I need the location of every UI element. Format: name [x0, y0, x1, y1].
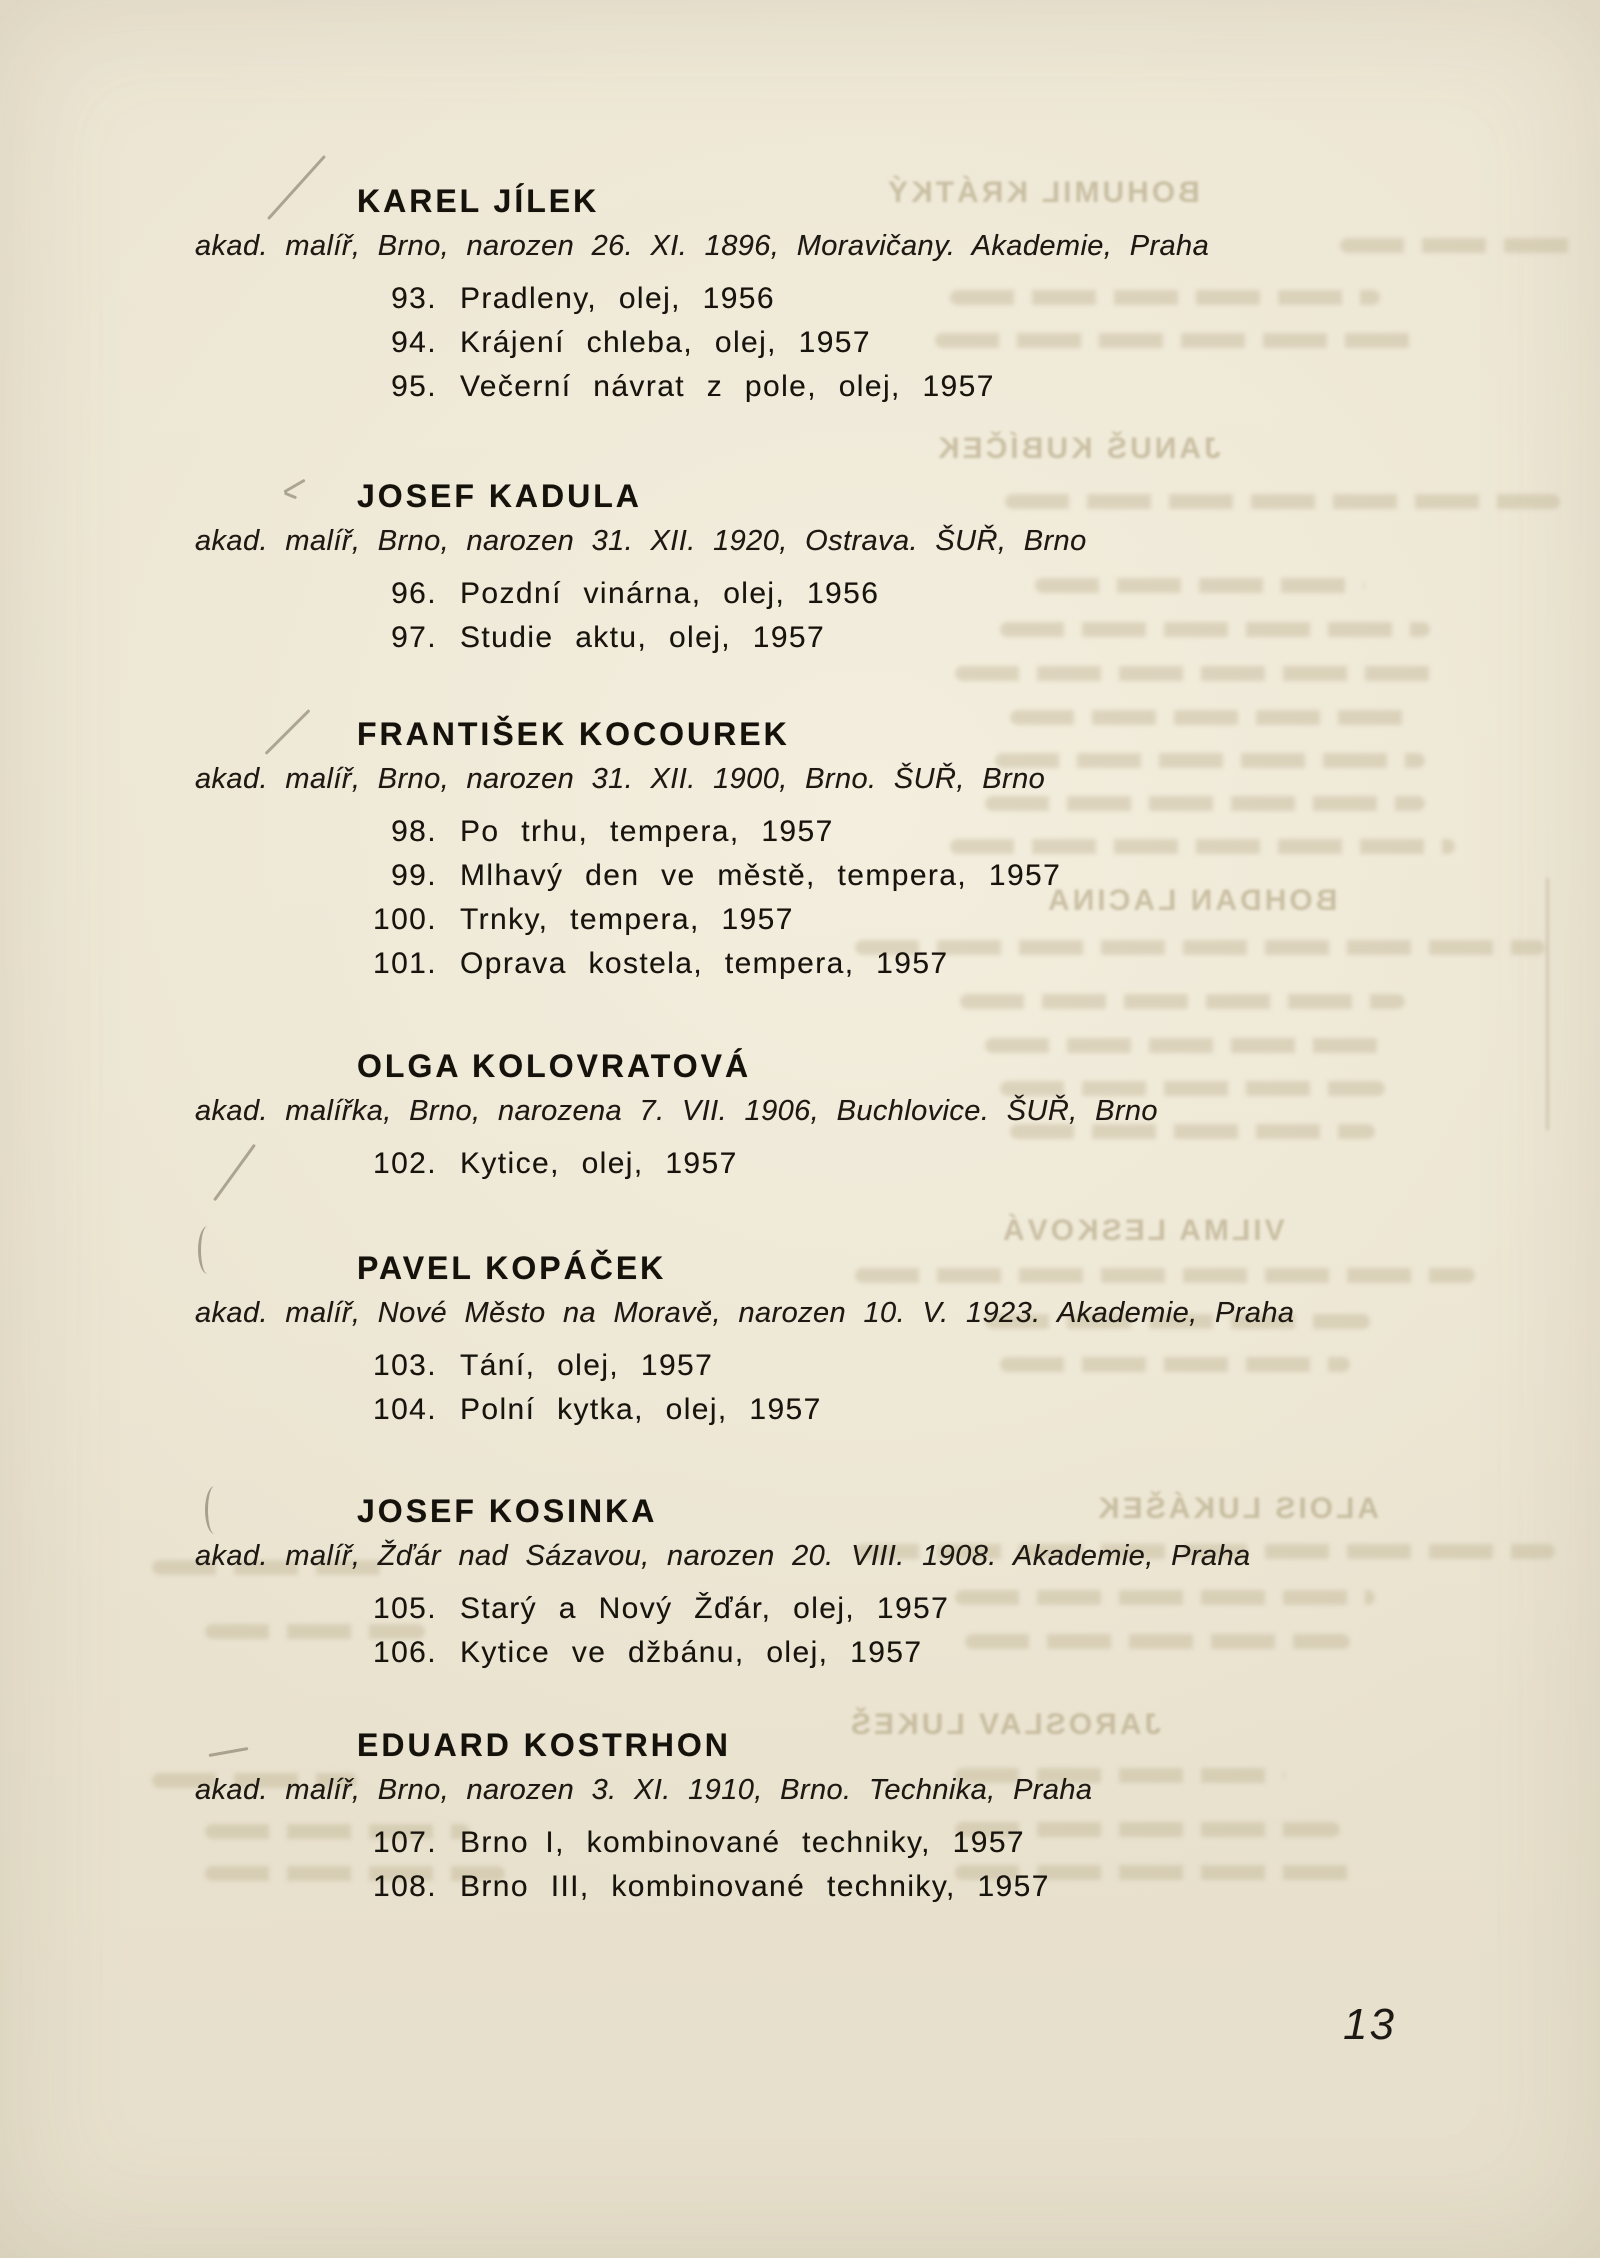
bleedthrough-heading: VILMA LESKOVÁ	[1000, 1214, 1285, 1247]
page-number: 13	[1343, 2000, 1396, 2049]
work-item	[340, 621, 879, 665]
work-item	[340, 282, 995, 326]
work-number: 101.	[373, 947, 437, 980]
work-number: 103.	[373, 1349, 437, 1382]
work-number: 98.	[391, 815, 437, 848]
work-title: Pozdní vinárna, olej, 1956	[460, 577, 880, 610]
work-item	[340, 815, 1061, 859]
artist-bio: akad. malíř, Nové Město na Moravě, narozen 10. V. 1923. Akademie, Praha	[195, 1297, 1295, 1329]
artist-name: PAVEL KOPÁČEK	[357, 1250, 667, 1286]
work-item	[340, 577, 879, 621]
works-list	[340, 1147, 738, 1191]
artist-name: EDUARD KOSTRHON	[357, 1727, 731, 1763]
works-list	[340, 1349, 822, 1437]
work-item	[340, 1393, 822, 1437]
bleedthrough-heading: BOHUMIL KRÁTKÝ	[885, 176, 1200, 209]
work-title: Kytice ve džbánu, olej, 1957	[460, 1636, 923, 1669]
works-list	[340, 577, 879, 665]
artist-bio: akad. malířka, Brno, narozena 7. VII. 1906, Buchlovice. ŠUŘ, Brno	[195, 1095, 1158, 1127]
work-item	[340, 859, 1061, 903]
work-number: 93.	[391, 282, 437, 315]
artist-bio: akad. malíř, Brno, narozen 31. XII. 1900, Brno. ŠUŘ, Brno	[195, 763, 1046, 795]
work-number: 106.	[373, 1636, 437, 1669]
works-list	[340, 1826, 1050, 1914]
work-number: 104.	[373, 1393, 437, 1426]
work-title: Krájení chleba, olej, 1957	[460, 326, 871, 359]
artist-bio: akad. malíř, Žďár nad Sázavou, narozen 20. VIII. 1908. Akademie, Praha	[195, 1540, 1251, 1572]
bleedthrough-heading: ALOIS LUKÁŠEK	[1095, 1492, 1380, 1525]
works-list	[340, 282, 995, 414]
work-title: Starý a Nový Žďár, olej, 1957	[460, 1592, 950, 1625]
works-list	[340, 815, 1061, 991]
artist-name: FRANTIŠEK KOCOUREK	[357, 716, 790, 752]
work-title: Polní kytka, olej, 1957	[460, 1393, 822, 1426]
work-title: Pradleny, olej, 1956	[460, 282, 775, 315]
artist-bio: akad. malíř, Brno, narozen 26. XI. 1896, Moravičany. Akademie, Praha	[195, 230, 1210, 262]
work-item	[340, 1147, 738, 1191]
artist-bio: akad. malíř, Brno, narozen 31. XII. 1920, Ostrava. ŠUŘ, Brno	[195, 525, 1087, 557]
work-number: 96.	[391, 577, 437, 610]
artist-bio: akad. malíř, Brno, narozen 3. XI. 1910, Brno. Technika, Praha	[195, 1774, 1093, 1806]
work-number: 102.	[373, 1147, 437, 1180]
work-item	[340, 326, 995, 370]
artist-name: JOSEF KOSINKA	[357, 1493, 658, 1529]
work-item	[340, 1870, 1050, 1914]
work-title: Brno I, kombinované techniky, 1957	[460, 1826, 1025, 1859]
work-title: Oprava kostela, tempera, 1957	[460, 947, 949, 980]
work-item	[340, 1636, 949, 1680]
work-item	[340, 370, 995, 414]
work-item	[340, 1349, 822, 1393]
artist-name: OLGA KOLOVRATOVÁ	[357, 1048, 752, 1084]
work-title: Brno III, kombinované techniky, 1957	[460, 1870, 1050, 1903]
work-number: 97.	[391, 621, 437, 654]
artist-name: KAREL JÍLEK	[357, 183, 600, 219]
work-number: 107.	[373, 1826, 437, 1859]
bleedthrough-heading: JAROSLAV LUKEŠ	[848, 1708, 1162, 1741]
work-title: Po trhu, tempera, 1957	[460, 815, 834, 848]
work-item	[340, 903, 1061, 947]
bleedthrough-heading: BOHDAN LACINA	[1045, 884, 1338, 917]
work-number: 94.	[391, 326, 437, 359]
work-item	[340, 947, 1061, 991]
work-title: Mlhavý den ve městě, tempera, 1957	[460, 859, 1062, 892]
artist-name: JOSEF KADULA	[357, 478, 642, 514]
work-number: 108.	[373, 1870, 437, 1903]
work-number: 95.	[391, 370, 437, 403]
work-title: Večerní návrat z pole, olej, 1957	[460, 370, 995, 403]
bleedthrough-heading: JANUŠ KUBÍČEK	[935, 432, 1221, 465]
work-number: 100.	[373, 903, 437, 936]
work-item	[340, 1826, 1050, 1870]
work-title: Kytice, olej, 1957	[460, 1147, 738, 1180]
work-title: Tání, olej, 1957	[460, 1349, 714, 1382]
work-title: Trnky, tempera, 1957	[460, 903, 794, 936]
work-item	[340, 1592, 949, 1636]
works-list	[340, 1592, 949, 1680]
work-number: 99.	[391, 859, 437, 892]
work-title: Studie aktu, olej, 1957	[460, 621, 826, 654]
work-number: 105.	[373, 1592, 437, 1625]
